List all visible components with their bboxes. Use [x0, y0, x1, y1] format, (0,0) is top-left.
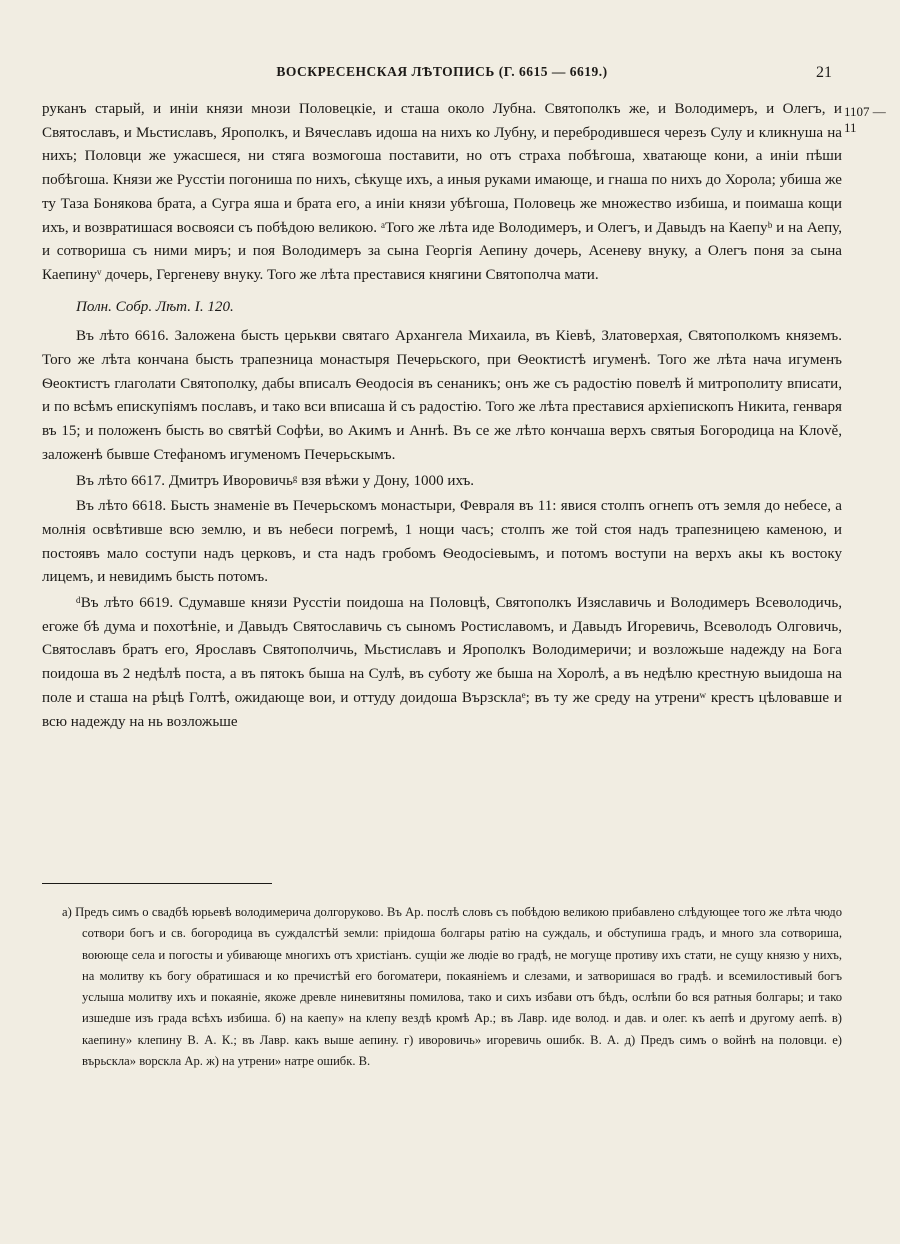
footnote-divider [42, 883, 272, 884]
paragraph-6616: Въ лѣто 6616. Заложена бысть церькви святаго Архангела Михаила, въ Кiевѣ, Златоверхая, Святополкомъ княземъ. Того же лѣта кончана бысть трапезница монастыря Печерьского, при Ѳеоктистѣ игуменѣ. Того же лѣта нача игуменъ Ѳеоктистъ глаголати Святополку, дабы вписалъ Ѳеодосiя въ сенаникъ; онъ же съ радостiю повелѣ й митрополиту вписати, и по всѣмъ епискупiямъ пославъ, и тако вси вписаша й съ радостiю. Того же лѣта преставися архiепископъ Никита, генваря въ 15; и положенъ бысть во святѣй Софѣи, во Акимъ и Аннѣ. Въ се же лѣто кончаша верхъ святыя Богородица на Клově, заложенѣ бывше Стефаномъ игуменомъ Печерьскымъ. [42, 328, 842, 463]
source-reference: Полн. Собр. Лѣт. I. 120. [76, 298, 234, 315]
paragraph-6615-continued: руканъ старый, и инiи князи мнози Половецкiе, и сташа около Лубна. Святополкъ же, и Володимеръ, и Олегъ, и Святославъ, и Мьстиславъ, Ярополкъ, и Вячеславъ идоша на нихъ ко Лубну, и перебродившеся черезъ Сулу и кликнуша на нихъ; Половци же ужасшеся, ни стяга возмогоша поставити, но отъ страха побѣгоша, хватающе кони, а инiи пѣши побѣгоша. Князи же Русстiи погониша по нихъ, сѣкуще ихъ, а иныя руками имающе, и гнаша по нихъ до Хорола; убиша же ту Таза Бонякова брата, а Сугра яша и брата его, а инiи князи убѣгоша, Половець же множество избиша, и поимаша кощи ихъ, и возвратишася восвояси съ побѣдою великою. ᵃТого же лѣта иде Володимеръ, и Олегъ, и Давыдъ на Каепуᵇ и на Аепу, и сотвориша съ ними миръ; и поя Володимеръ за сына Георгiя Аепину дочерь, Асеневу внуку, а Олегъ поня за сына Каепинуᵛ дочерь, Гергеневу внуку. Того же лѣта преставися княгини Святополча мати. [42, 101, 842, 283]
footnotes [62, 902, 842, 1072]
margin-year-range: 1107 —11 [844, 104, 886, 135]
page-number: 21 [816, 64, 832, 81]
chronicle-text [42, 98, 842, 734]
page-header [42, 64, 842, 86]
paragraph-6617: Въ лѣто 6617. Дмитръ Иворовичьᵍ взя вѣжи у Дону, 1000 ихъ. [76, 472, 475, 489]
running-head: ВОСКРЕСЕНСКАЯ ЛѢТОПИСЬ (Г. 6615 — 6619.) [276, 64, 608, 79]
footnote-block: а) Предъ симъ о свадбѣ юрьевѣ володимерича долгоруково. Въ Ар. послѣ словъ съ побѣдою великою прибавлено слѣдующее того же лѣта чюдо сотвори богъ и св. богородица въ суждалстѣй земли: прiидоша болгары ратiю на суждаль, и обступиша градъ, и много зла сотвориша, воюющe села и погосты и убивающе многихъ отъ христiанъ. сущiи же людiе во градѣ, не могуще противу ихъ стати, не сущу князю у нихъ, на молитву къ богу обратишася и ко пречистѣй его богоматери, покаянiемъ и слезами, и затворишася во градѣ. и всемилостивый богъ услыша молитву ихъ и покаянiе, якоже древле ниневитяны помилова, тако и сихъ избави отъ бѣдъ, ослѣпи бо вся ратныя болгары; и тако изшедше изъ града всѣхъ избиша. б) на каепу» на клепу вездѣ кромѣ Ар.; въ Лавр. иде волод. и дав. и олег. къ аепѣ и другому аепѣ. в) каепину» клепину В. А. К.; въ Лавр. какъ выше аепину. г) иворовичь» игоревичь ошибк. В. А. д) Предъ симъ о войнѣ на половци. е) върьскла» ворскла Ар. ж) на утрени» натре ошибк. В. [62, 905, 842, 1069]
paragraph-6619: ᵈВъ лѣто 6619. Сдумавше князи Русстiи поидоша на Половцѣ, Святополкъ Изяславичь и Володимеръ Всеволодичь, егоже бѣ дума и похотѣнiе, и Давыдъ Святославичь съ сыномъ Ростиславомъ, и Давыдъ Игоревичь, Всеволодъ Олговичь, Святославъ братъ его, Ярославъ Святополчичь, Мьстиславъ и Ярополкъ Володимеричи; и возложьше надежду на Бога поидоша въ 2 недѣлѣ поста, а въ пятокъ быша на Сулѣ, въ суботу же быша на Хоролѣ, а въ недѣлю крестную выидоша на поле и сташа на рѣцѣ Голтѣ, ожидающе вои, и оттуду доидоша Вързсклаᵉ; въ ту же среду на утрениʷ крестъ цѣловавше и всю надежду на нь возложьше [42, 595, 842, 730]
page [42, 0, 886, 1244]
paragraph-6618: Въ лѣто 6618. Бысть знаменiе въ Печерьскомъ монастыри, Февраля въ 11: явися столпъ огнепъ отъ земля до небесе, а молнiя освѣтивше всю землю, и въ небеси погремѣ, 1 нощи часъ; столпъ же той стоя надъ трапезницею каменою, и постоявъ мало соступи надъ церковъ, и ста надъ гробомъ Ѳеодосiевымъ, и потомъ воступи на верхъ акы къ востоку лицемъ, и невидимъ бысть потомъ. [42, 498, 842, 586]
